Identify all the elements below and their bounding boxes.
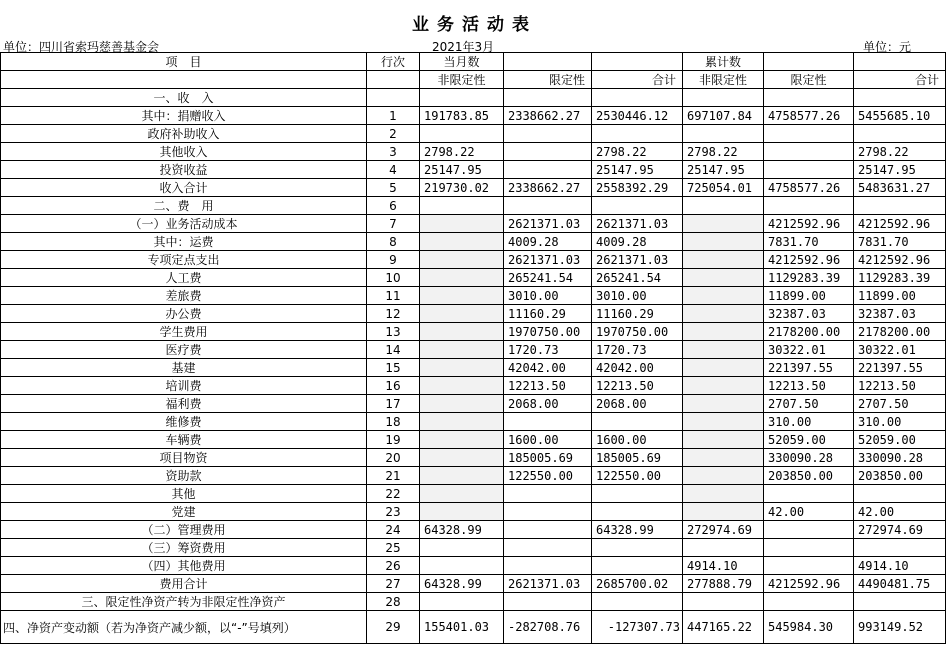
- row-line-number: 5: [367, 179, 420, 197]
- table-row: [1, 485, 946, 503]
- cell-cum-total: 330090.28: [854, 449, 946, 467]
- cell-cum-restricted: [764, 521, 854, 539]
- cell-month-unrestricted: 155401.03: [420, 611, 504, 644]
- cell-cum-restricted: 30322.01: [764, 341, 854, 359]
- row-item-label: 项目物资: [1, 449, 367, 467]
- cell-month-total: 2621371.03: [592, 215, 683, 233]
- row-item-label: 费用合计: [1, 575, 367, 593]
- cell-month-restricted: 11160.29: [504, 305, 592, 323]
- row-item-label: 车辆费: [1, 431, 367, 449]
- cell-month-total: 2685700.02: [592, 575, 683, 593]
- table-row: [1, 107, 946, 125]
- cell-month-unrestricted: [420, 305, 504, 323]
- cell-cum-unrestricted: [683, 305, 764, 323]
- cell-month-total: 265241.54: [592, 269, 683, 287]
- cell-month-unrestricted: 191783.85: [420, 107, 504, 125]
- table-row: [1, 377, 946, 395]
- cell-cum-restricted: [764, 539, 854, 557]
- cell-cum-total: 1129283.39: [854, 269, 946, 287]
- cell-cum-total: 4914.10: [854, 557, 946, 575]
- cell-month-unrestricted: [420, 467, 504, 485]
- cell-month-total: [592, 503, 683, 521]
- cell-cum-total: 2707.50: [854, 395, 946, 413]
- cell-cum-total: [854, 485, 946, 503]
- cell-cum-restricted: 330090.28: [764, 449, 854, 467]
- cell-month-unrestricted: [420, 593, 504, 611]
- table-row: [1, 233, 946, 251]
- cell-month-total: 2530446.12: [592, 107, 683, 125]
- cell-month-unrestricted: [420, 215, 504, 233]
- cell-month-restricted: 2338662.27: [504, 107, 592, 125]
- cell-month-restricted: 2621371.03: [504, 251, 592, 269]
- cell-month-unrestricted: 219730.02: [420, 179, 504, 197]
- row-item-label: 党建: [1, 503, 367, 521]
- cell-cum-unrestricted: [683, 485, 764, 503]
- cell-month-unrestricted: [420, 449, 504, 467]
- table-row: [1, 179, 946, 197]
- cell-month-restricted: 2621371.03: [504, 215, 592, 233]
- cell-cum-restricted: 2707.50: [764, 395, 854, 413]
- header-line: 行次: [367, 53, 420, 71]
- cell-month-total: [592, 539, 683, 557]
- row-item-label: 基建: [1, 359, 367, 377]
- row-item-label: 福利费: [1, 395, 367, 413]
- cell-cum-total: [854, 539, 946, 557]
- cell-cum-restricted: 32387.03: [764, 305, 854, 323]
- cell-cum-unrestricted: [683, 233, 764, 251]
- cell-month-restricted: 122550.00: [504, 467, 592, 485]
- row-line-number: 29: [367, 611, 420, 644]
- table-row: [1, 305, 946, 323]
- cell-cum-total: [854, 125, 946, 143]
- row-item-label: 投资收益: [1, 161, 367, 179]
- activity-statement-table: [0, 52, 946, 644]
- cell-cum-unrestricted: 277888.79: [683, 575, 764, 593]
- cell-month-unrestricted: [420, 395, 504, 413]
- cell-cum-unrestricted: [683, 341, 764, 359]
- cell-month-unrestricted: [420, 323, 504, 341]
- cell-month-restricted: [504, 413, 592, 431]
- header-total-cum: 合计: [854, 71, 946, 89]
- table-row: [1, 395, 946, 413]
- table-row: [1, 89, 946, 107]
- cell-cum-total: 4490481.75: [854, 575, 946, 593]
- organization-unit: 单位：四川省索玛慈善基金会: [3, 40, 160, 54]
- table-row: [1, 413, 946, 431]
- cell-month-unrestricted: [420, 431, 504, 449]
- cell-cum-restricted: 203850.00: [764, 467, 854, 485]
- cell-cum-restricted: 12213.50: [764, 377, 854, 395]
- header-row-1: [1, 53, 946, 71]
- cell-cum-total: 310.00: [854, 413, 946, 431]
- cell-cum-restricted: 4212592.96: [764, 575, 854, 593]
- row-line-number: 26: [367, 557, 420, 575]
- row-line-number: 21: [367, 467, 420, 485]
- row-item-label: 专项定点支出: [1, 251, 367, 269]
- row-item-label: 差旅费: [1, 287, 367, 305]
- table-row: [1, 287, 946, 305]
- cell-cum-total: [854, 89, 946, 107]
- cell-cum-restricted: [764, 161, 854, 179]
- table-row: [1, 359, 946, 377]
- cell-month-restricted: 2621371.03: [504, 575, 592, 593]
- report-title: 业务活动表: [412, 15, 537, 35]
- cell-cum-restricted: 310.00: [764, 413, 854, 431]
- cell-month-restricted: [504, 539, 592, 557]
- cell-cum-unrestricted: [683, 359, 764, 377]
- cell-cum-restricted: 4758577.26: [764, 179, 854, 197]
- cell-cum-total: 5483631.27: [854, 179, 946, 197]
- cell-cum-restricted: [764, 593, 854, 611]
- table-row: [1, 431, 946, 449]
- row-item-label: （二）管理费用: [1, 521, 367, 539]
- cell-month-restricted: 2068.00: [504, 395, 592, 413]
- row-item-label: 其他: [1, 485, 367, 503]
- header-current-month: 当月数: [420, 53, 504, 71]
- cell-cum-unrestricted: [683, 89, 764, 107]
- cell-month-restricted: 185005.69: [504, 449, 592, 467]
- cell-month-unrestricted: [420, 233, 504, 251]
- row-item-label: 四、净资产变动额（若为净资产减少额，以“-”号填列）: [1, 611, 367, 644]
- cell-cum-total: 52059.00: [854, 431, 946, 449]
- cell-month-unrestricted: [420, 269, 504, 287]
- header-blank: [854, 53, 946, 71]
- row-item-label: 三、限定性净资产转为非限定性净资产: [1, 593, 367, 611]
- cell-month-restricted: -282708.76: [504, 611, 592, 644]
- table-row: [1, 503, 946, 521]
- row-line-number: 27: [367, 575, 420, 593]
- row-item-label: 医疗费: [1, 341, 367, 359]
- cell-month-total: 1970750.00: [592, 323, 683, 341]
- cell-cum-restricted: 1129283.39: [764, 269, 854, 287]
- table-row: [1, 575, 946, 593]
- table-row: [1, 539, 946, 557]
- cell-month-total: [592, 413, 683, 431]
- row-item-label: 办公费: [1, 305, 367, 323]
- cell-cum-total: 11899.00: [854, 287, 946, 305]
- table-row: [1, 323, 946, 341]
- cell-month-restricted: [504, 485, 592, 503]
- cell-month-total: [592, 485, 683, 503]
- cell-cum-total: 32387.03: [854, 305, 946, 323]
- table-row: [1, 197, 946, 215]
- cell-cum-unrestricted: [683, 269, 764, 287]
- cell-month-unrestricted: [420, 251, 504, 269]
- row-line-number: 9: [367, 251, 420, 269]
- cell-cum-total: 42.00: [854, 503, 946, 521]
- cell-cum-unrestricted: [683, 593, 764, 611]
- row-line-number: 22: [367, 485, 420, 503]
- cell-cum-total: 221397.55: [854, 359, 946, 377]
- cell-month-total: 2558392.29: [592, 179, 683, 197]
- cell-cum-total: 12213.50: [854, 377, 946, 395]
- cell-cum-unrestricted: [683, 503, 764, 521]
- row-item-label: 政府补助收入: [1, 125, 367, 143]
- cell-month-unrestricted: [420, 89, 504, 107]
- cell-month-total: 42042.00: [592, 359, 683, 377]
- row-line-number: 16: [367, 377, 420, 395]
- table-row: [1, 593, 946, 611]
- cell-month-restricted: [504, 161, 592, 179]
- row-line-number: 2: [367, 125, 420, 143]
- cell-cum-restricted: 2178200.00: [764, 323, 854, 341]
- cell-cum-restricted: 4212592.96: [764, 215, 854, 233]
- cell-month-total: 2798.22: [592, 143, 683, 161]
- table-row: [1, 215, 946, 233]
- row-line-number: 20: [367, 449, 420, 467]
- cell-month-unrestricted: [420, 377, 504, 395]
- row-line-number: [367, 89, 420, 107]
- table-row: [1, 611, 946, 644]
- table-row: [1, 467, 946, 485]
- report-period: 2021年3月: [432, 40, 495, 54]
- cell-month-total: 4009.28: [592, 233, 683, 251]
- header-blank: [367, 71, 420, 89]
- cell-cum-unrestricted: [683, 197, 764, 215]
- row-item-label: 其中：捐赠收入: [1, 107, 367, 125]
- cell-month-restricted: [504, 557, 592, 575]
- row-item-label: 资助款: [1, 467, 367, 485]
- cell-month-restricted: [504, 143, 592, 161]
- cell-cum-restricted: [764, 125, 854, 143]
- cell-cum-restricted: 11899.00: [764, 287, 854, 305]
- cell-month-unrestricted: [420, 539, 504, 557]
- cell-month-total: 2621371.03: [592, 251, 683, 269]
- cell-month-total: [592, 197, 683, 215]
- cell-cum-restricted: 4212592.96: [764, 251, 854, 269]
- header-item: 项 目: [1, 53, 367, 71]
- row-item-label: 培训费: [1, 377, 367, 395]
- cell-month-total: 2068.00: [592, 395, 683, 413]
- cell-cum-restricted: [764, 485, 854, 503]
- cell-cum-total: [854, 593, 946, 611]
- cell-month-restricted: [504, 503, 592, 521]
- cell-month-total: 25147.95: [592, 161, 683, 179]
- cell-cum-unrestricted: [683, 539, 764, 557]
- cell-cum-unrestricted: 447165.22: [683, 611, 764, 644]
- cell-month-total: 122550.00: [592, 467, 683, 485]
- row-line-number: 25: [367, 539, 420, 557]
- cell-cum-total: 4212592.96: [854, 251, 946, 269]
- cell-cum-unrestricted: [683, 413, 764, 431]
- row-line-number: 1: [367, 107, 420, 125]
- cell-month-unrestricted: [420, 287, 504, 305]
- cell-month-unrestricted: 64328.99: [420, 575, 504, 593]
- cell-cum-restricted: [764, 197, 854, 215]
- table-row: [1, 269, 946, 287]
- header-blank: [1, 71, 367, 89]
- cell-month-total: 64328.99: [592, 521, 683, 539]
- cell-month-unrestricted: [420, 557, 504, 575]
- cell-cum-unrestricted: [683, 467, 764, 485]
- cell-month-total: 11160.29: [592, 305, 683, 323]
- row-item-label: 一、收 入: [1, 89, 367, 107]
- cell-month-unrestricted: [420, 503, 504, 521]
- cell-month-unrestricted: [420, 125, 504, 143]
- cell-cum-unrestricted: [683, 215, 764, 233]
- cell-month-restricted: [504, 89, 592, 107]
- header-restricted-cum: 限定性: [764, 71, 854, 89]
- cell-cum-restricted: [764, 89, 854, 107]
- cell-cum-restricted: 52059.00: [764, 431, 854, 449]
- cell-cum-unrestricted: 4914.10: [683, 557, 764, 575]
- row-item-label: （三）筹资费用: [1, 539, 367, 557]
- row-item-label: 二、费 用: [1, 197, 367, 215]
- header-unrestricted-cum: 非限定性: [683, 71, 764, 89]
- cell-cum-restricted: [764, 557, 854, 575]
- row-line-number: 12: [367, 305, 420, 323]
- cell-cum-total: 4212592.96: [854, 215, 946, 233]
- row-line-number: 19: [367, 431, 420, 449]
- row-item-label: 学生费用: [1, 323, 367, 341]
- row-line-number: 23: [367, 503, 420, 521]
- row-line-number: 8: [367, 233, 420, 251]
- cell-cum-unrestricted: [683, 125, 764, 143]
- cell-month-unrestricted: [420, 341, 504, 359]
- cell-cum-restricted: 221397.55: [764, 359, 854, 377]
- cell-month-restricted: 4009.28: [504, 233, 592, 251]
- cell-month-unrestricted: [420, 485, 504, 503]
- cell-month-restricted: 1970750.00: [504, 323, 592, 341]
- currency-unit: 单位：元: [863, 40, 912, 54]
- cell-month-restricted: [504, 197, 592, 215]
- table-row: [1, 125, 946, 143]
- table-row: [1, 521, 946, 539]
- cell-cum-total: 7831.70: [854, 233, 946, 251]
- cell-month-total: [592, 125, 683, 143]
- cell-month-unrestricted: 64328.99: [420, 521, 504, 539]
- cell-cum-restricted: 7831.70: [764, 233, 854, 251]
- row-line-number: 13: [367, 323, 420, 341]
- cell-cum-restricted: [764, 143, 854, 161]
- cell-cum-unrestricted: [683, 251, 764, 269]
- cell-cum-unrestricted: [683, 449, 764, 467]
- cell-month-restricted: [504, 521, 592, 539]
- cell-month-restricted: 42042.00: [504, 359, 592, 377]
- cell-month-restricted: 1720.73: [504, 341, 592, 359]
- header-blank: [592, 53, 683, 71]
- cell-month-unrestricted: [420, 197, 504, 215]
- cell-cum-unrestricted: 272974.69: [683, 521, 764, 539]
- row-line-number: 18: [367, 413, 420, 431]
- cell-cum-total: 2178200.00: [854, 323, 946, 341]
- row-line-number: 24: [367, 521, 420, 539]
- table-row: [1, 251, 946, 269]
- row-line-number: 14: [367, 341, 420, 359]
- cell-cum-total: 5455685.10: [854, 107, 946, 125]
- row-item-label: 人工费: [1, 269, 367, 287]
- cell-month-unrestricted: [420, 413, 504, 431]
- header-total-month: 合计: [592, 71, 683, 89]
- cell-cum-unrestricted: 25147.95: [683, 161, 764, 179]
- header-unrestricted-month: 非限定性: [420, 71, 504, 89]
- cell-month-restricted: [504, 125, 592, 143]
- row-line-number: 4: [367, 161, 420, 179]
- cell-month-total: 12213.50: [592, 377, 683, 395]
- row-item-label: （一）业务活动成本: [1, 215, 367, 233]
- header-row-2: [1, 71, 946, 89]
- cell-month-restricted: 1600.00: [504, 431, 592, 449]
- cell-cum-unrestricted: [683, 323, 764, 341]
- row-item-label: （四）其他费用: [1, 557, 367, 575]
- cell-month-total: [592, 89, 683, 107]
- row-line-number: 17: [367, 395, 420, 413]
- table-row: [1, 161, 946, 179]
- table-row: [1, 341, 946, 359]
- cell-month-unrestricted: [420, 359, 504, 377]
- cell-cum-total: 25147.95: [854, 161, 946, 179]
- cell-month-total: [592, 593, 683, 611]
- cell-cum-restricted: 4758577.26: [764, 107, 854, 125]
- cell-month-total: 3010.00: [592, 287, 683, 305]
- cell-cum-total: 2798.22: [854, 143, 946, 161]
- row-item-label: 收入合计: [1, 179, 367, 197]
- cell-cum-unrestricted: [683, 395, 764, 413]
- cell-month-restricted: 2338662.27: [504, 179, 592, 197]
- cell-cum-unrestricted: [683, 431, 764, 449]
- cell-cum-total: 993149.52: [854, 611, 946, 644]
- cell-month-total: -127307.73: [592, 611, 683, 644]
- cell-cum-unrestricted: [683, 287, 764, 305]
- cell-month-restricted: [504, 593, 592, 611]
- row-item-label: 其他收入: [1, 143, 367, 161]
- cell-month-restricted: 12213.50: [504, 377, 592, 395]
- cell-cum-unrestricted: 697107.84: [683, 107, 764, 125]
- row-line-number: 6: [367, 197, 420, 215]
- header-blank: [504, 53, 592, 71]
- cell-month-total: 1720.73: [592, 341, 683, 359]
- row-line-number: 7: [367, 215, 420, 233]
- cell-cum-unrestricted: [683, 377, 764, 395]
- cell-month-restricted: 3010.00: [504, 287, 592, 305]
- cell-cum-unrestricted: 725054.01: [683, 179, 764, 197]
- row-item-label: 维修费: [1, 413, 367, 431]
- table-row: [1, 143, 946, 161]
- header-restricted-month: 限定性: [504, 71, 592, 89]
- cell-month-total: 1600.00: [592, 431, 683, 449]
- row-line-number: 28: [367, 593, 420, 611]
- cell-cum-total: 203850.00: [854, 467, 946, 485]
- cell-cum-total: 272974.69: [854, 521, 946, 539]
- cell-month-total: 185005.69: [592, 449, 683, 467]
- cell-cum-total: [854, 197, 946, 215]
- cell-cum-unrestricted: 2798.22: [683, 143, 764, 161]
- cell-month-unrestricted: 25147.95: [420, 161, 504, 179]
- row-line-number: 3: [367, 143, 420, 161]
- header-blank: [764, 53, 854, 71]
- cell-cum-restricted: 42.00: [764, 503, 854, 521]
- row-line-number: 11: [367, 287, 420, 305]
- row-line-number: 10: [367, 269, 420, 287]
- table-row: [1, 557, 946, 575]
- cell-month-restricted: 265241.54: [504, 269, 592, 287]
- cell-cum-restricted: 545984.30: [764, 611, 854, 644]
- cell-month-total: [592, 557, 683, 575]
- cell-cum-total: 30322.01: [854, 341, 946, 359]
- header-cumulative: 累计数: [683, 53, 764, 71]
- cell-month-unrestricted: 2798.22: [420, 143, 504, 161]
- table-row: [1, 449, 946, 467]
- row-line-number: 15: [367, 359, 420, 377]
- row-item-label: 其中：运费: [1, 233, 367, 251]
